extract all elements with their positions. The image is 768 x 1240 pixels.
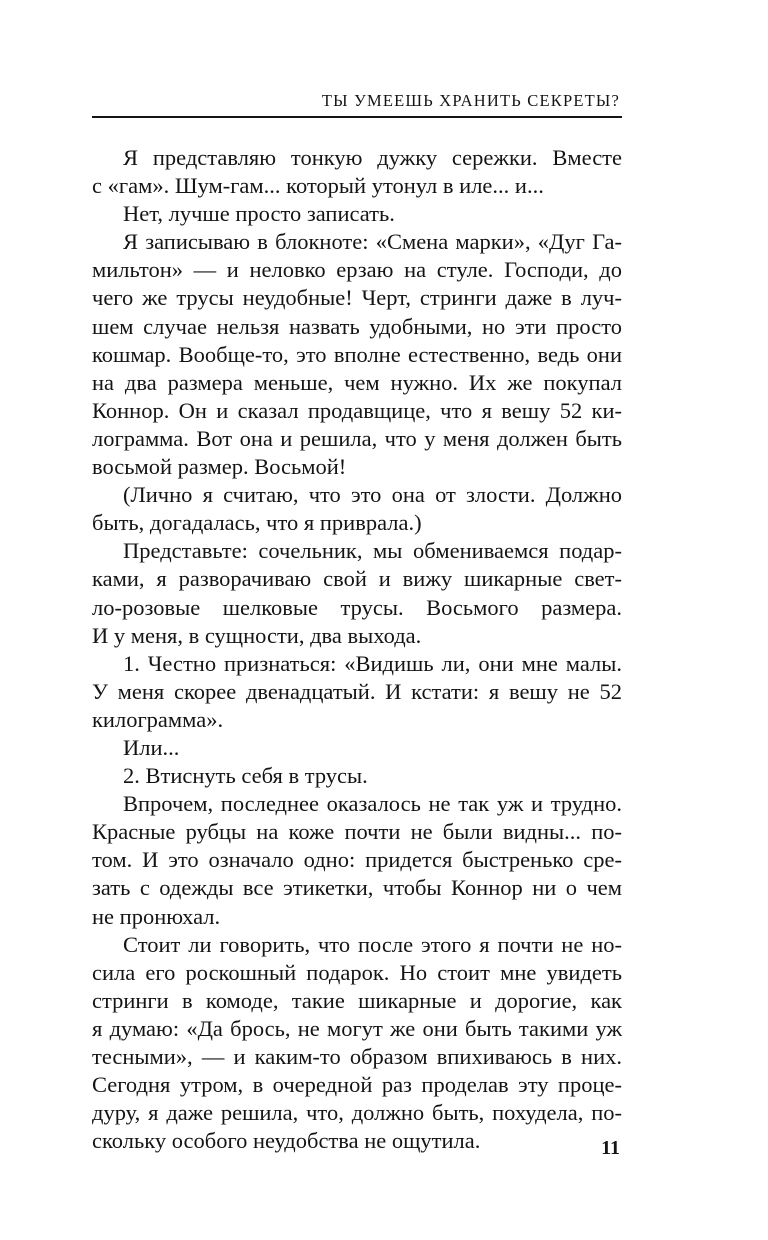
text-line: Впрочем, последнее оказалось не так уж и трудно. <box>123 791 622 817</box>
text-line: Представьте: сочельник, мы обмениваемся подар- <box>123 538 622 564</box>
text-line: Или... <box>123 734 180 760</box>
text-line: Нет, лучше просто записать. <box>123 201 395 227</box>
text-line: мильтон» — и неловко ерзаю на стуле. Господи, до <box>92 257 622 283</box>
text-line: дуру, я даже решила, что, должно быть, похудела, по- <box>92 1100 622 1126</box>
text-line: Красные рубцы на коже почти не были видны... по- <box>92 819 622 845</box>
text-line: скольку особого неудобства не ощутила. <box>92 1128 481 1154</box>
text-line: И у меня, в сущности, два выхода. <box>92 622 422 648</box>
text-line: ло-розовые шелковые трусы. Восьмого размера. <box>92 594 622 620</box>
running-head: ТЫ УМЕЕШЬ ХРАНИТЬ СЕКРЕТЫ? <box>321 91 620 110</box>
text-line: У меня скорее двенадцатый. И кстати: я вешу не 52 <box>92 678 622 704</box>
text-line: восьмой размер. Восьмой! <box>92 454 347 480</box>
paragraph <box>92 200 622 228</box>
paragraph <box>92 734 622 762</box>
paragraph <box>92 931 622 1156</box>
text-line: зать с одежды все этикетки, чтобы Коннор ни о чем <box>92 875 622 901</box>
text-line: том. И это означало одно: придется быстренько сре- <box>92 847 622 873</box>
text-line: ками, я разворачиваю свой и вижу шикарные свет- <box>92 566 622 592</box>
text-line: лограмма. Вот она и решила, что у меня должен быть <box>92 425 622 451</box>
paragraph <box>92 762 622 790</box>
text-line: Стоит ли говорить, что после этого я почти не но- <box>123 931 622 957</box>
text-line: с «гам». Шум-гам... который утонул в иле... и... <box>92 173 544 199</box>
text-line: чего же трусы неудобные! Черт, стринги даже в луч- <box>92 285 622 311</box>
body-text <box>92 144 622 1155</box>
text-line: не пронюхал. <box>92 903 221 929</box>
text-line: на два размера меньше, чем нужно. Их же покупал <box>92 369 622 395</box>
text-line: Я представляю тонкую дужку сережки. Вместе <box>123 145 622 170</box>
text-line: я думаю: «Да брось, не могут же они быть такими уж <box>92 1015 622 1041</box>
paragraph <box>92 650 622 734</box>
page-number: 11 <box>601 1137 620 1159</box>
header-rule <box>92 116 622 118</box>
text-line: (Лично я считаю, что это она от злости. Должно <box>123 482 622 508</box>
paragraph <box>92 537 622 649</box>
text-line: 2. Втиснуть себя в трусы. <box>123 763 368 789</box>
paragraph <box>92 144 622 200</box>
text-line: Сегодня утром, в очередной раз проделав эту проце- <box>92 1072 622 1098</box>
text-line: тесными», — и каким-то образом впихиваюсь в них. <box>92 1044 622 1069</box>
text-line: кошмар. Вообще-то, это вполне естественно, ведь они <box>92 341 622 367</box>
text-line: 1. Честно признаться: «Видишь ли, они мне малы. <box>123 650 622 676</box>
paragraph <box>92 790 622 930</box>
paragraph <box>92 481 622 537</box>
text-line: килограмма». <box>92 706 224 732</box>
text-line: Я записываю в блокноте: «Смена марки», «Дуг Га- <box>123 229 622 255</box>
text-line: быть, догадалась, что я приврала.) <box>92 510 422 536</box>
text-line: стринги в комоде, такие шикарные и дорогие, как <box>92 987 622 1013</box>
text-line: сила его роскошный подарок. Но стоит мне увидеть <box>92 959 622 985</box>
paragraph <box>92 228 622 481</box>
text-line: шем случае нельзя назвать удобными, но эти просто <box>92 313 622 339</box>
text-line: Коннор. Он и сказал продавщице, что я вешу 52 ки- <box>92 397 622 423</box>
